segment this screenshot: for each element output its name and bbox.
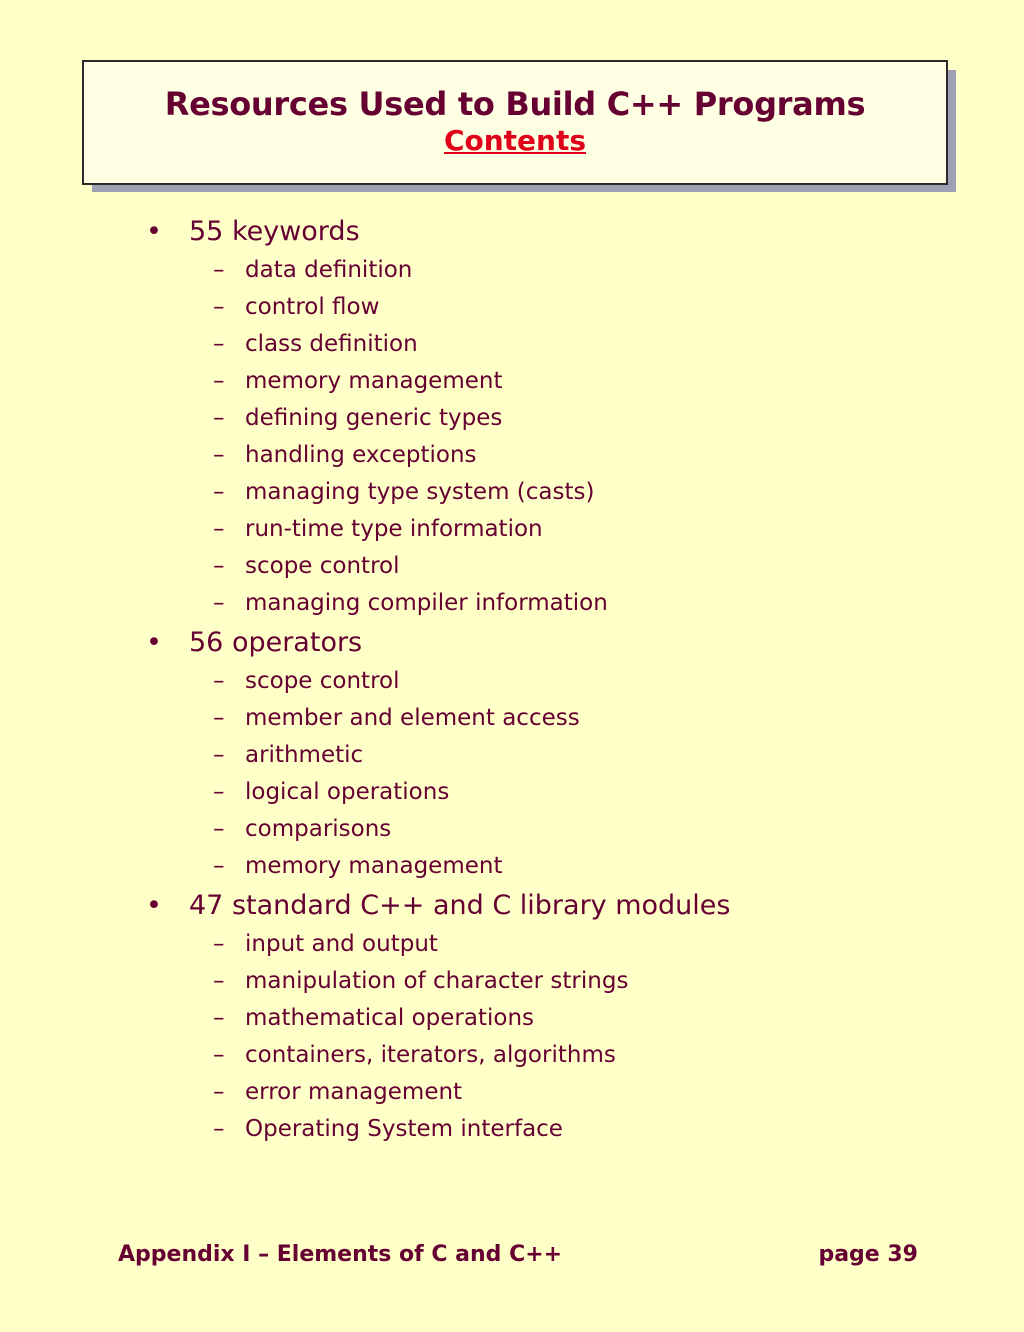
dash-marker: – — [213, 257, 225, 283]
dash-marker: – — [213, 368, 225, 394]
dash-marker: – — [213, 1042, 225, 1068]
list-item — [0, 1037, 1024, 1074]
dash-marker: – — [213, 1079, 225, 1105]
section-heading — [0, 211, 1024, 252]
list-item — [0, 289, 1024, 326]
list-item-text: error management — [245, 1079, 463, 1105]
list-item-text: arithmetic — [245, 742, 364, 768]
section — [0, 622, 1024, 885]
list-item — [0, 811, 1024, 848]
dash-marker: – — [213, 331, 225, 357]
title-box — [82, 60, 948, 185]
list-item — [0, 363, 1024, 400]
section — [0, 211, 1024, 622]
list-item-text: managing type system (casts) — [245, 479, 595, 505]
dash-marker: – — [213, 479, 225, 505]
dash-marker: – — [213, 294, 225, 320]
list-item-text: manipulation of character strings — [245, 968, 629, 994]
list-item-text: comparisons — [245, 816, 392, 842]
dash-marker: – — [213, 590, 225, 616]
dash-marker: – — [213, 405, 225, 431]
content-list — [0, 211, 1024, 1148]
section — [0, 885, 1024, 1148]
list-item — [0, 326, 1024, 363]
list-item — [0, 926, 1024, 963]
dash-marker: – — [213, 968, 225, 994]
list-item-text: containers, iterators, algorithms — [245, 1042, 616, 1068]
list-item-text: input and output — [245, 931, 438, 957]
list-item-text: Operating System interface — [245, 1116, 563, 1142]
list-item-text: defining generic types — [245, 405, 503, 431]
list-item — [0, 1111, 1024, 1148]
list-item-text: managing compiler information — [245, 590, 608, 616]
bullet-marker: • — [146, 216, 162, 247]
list-item — [0, 511, 1024, 548]
list-item-text: scope control — [245, 668, 400, 694]
dash-marker: – — [213, 1005, 225, 1031]
dash-marker: – — [213, 816, 225, 842]
section-heading-text: 47 standard C++ and C library modules — [189, 890, 731, 921]
list-item — [0, 400, 1024, 437]
dash-marker: – — [213, 1116, 225, 1142]
page-title: Resources Used to Build C++ Programs — [164, 85, 866, 123]
section-heading — [0, 622, 1024, 663]
list-item-text: run-time type information — [245, 516, 543, 542]
dash-marker: – — [213, 779, 225, 805]
list-item — [0, 848, 1024, 885]
dash-marker: – — [213, 442, 225, 468]
list-item — [0, 1000, 1024, 1037]
list-item — [0, 700, 1024, 737]
dash-marker: – — [213, 853, 225, 879]
list-item-text: memory management — [245, 368, 503, 394]
section-heading-text: 55 keywords — [189, 216, 360, 247]
list-item-text: logical operations — [245, 779, 450, 805]
dash-marker: – — [213, 668, 225, 694]
dash-marker: – — [213, 705, 225, 731]
page-number: page 39 — [818, 1242, 918, 1267]
page-subtitle: Contents — [443, 124, 587, 157]
dash-marker: – — [213, 553, 225, 579]
list-item — [0, 437, 1024, 474]
list-item-text: memory management — [245, 853, 503, 879]
section-heading — [0, 885, 1024, 926]
bullet-marker: • — [146, 627, 162, 658]
dash-marker: – — [213, 931, 225, 957]
list-item — [0, 1074, 1024, 1111]
dash-marker: – — [213, 516, 225, 542]
list-item — [0, 737, 1024, 774]
dash-marker: – — [213, 742, 225, 768]
list-item-text: member and element access — [245, 705, 580, 731]
list-item — [0, 585, 1024, 622]
list-item — [0, 663, 1024, 700]
bullet-marker: • — [146, 890, 162, 921]
section-heading-text: 56 operators — [189, 627, 363, 658]
list-item — [0, 548, 1024, 585]
list-item-text: control flow — [245, 294, 380, 320]
footer-title: Appendix I – Elements of C and C++ — [118, 1242, 563, 1267]
list-item-text: mathematical operations — [245, 1005, 535, 1031]
list-item-text: data definition — [245, 257, 413, 283]
list-item — [0, 252, 1024, 289]
list-item — [0, 774, 1024, 811]
list-item — [0, 963, 1024, 1000]
list-item-text: class definition — [245, 331, 418, 357]
list-item-text: scope control — [245, 553, 400, 579]
list-item — [0, 474, 1024, 511]
list-item-text: handling exceptions — [245, 442, 477, 468]
